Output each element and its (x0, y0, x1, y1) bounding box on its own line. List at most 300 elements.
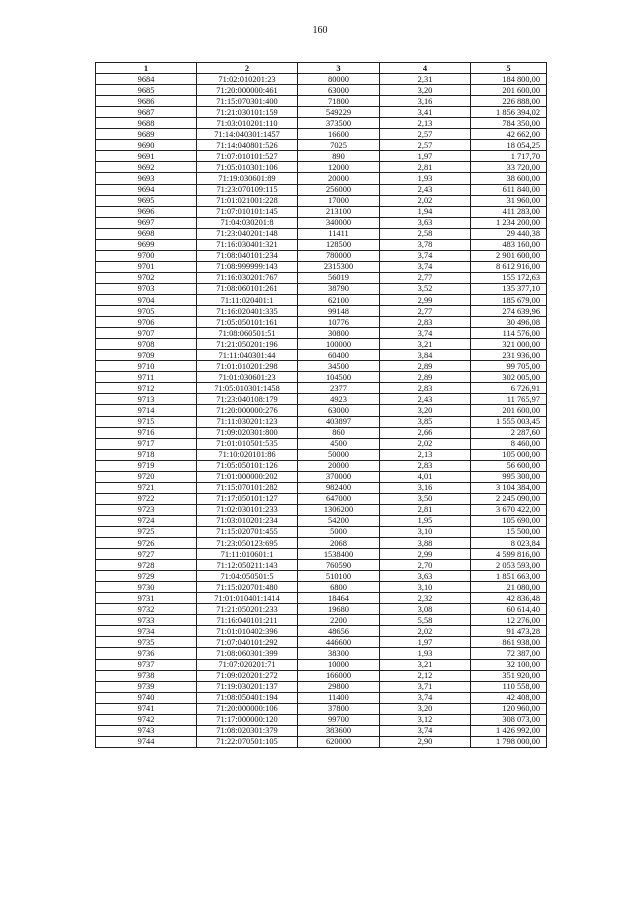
cadastral-number-cell: 71:15:070301:400 (197, 96, 298, 107)
table-row (96, 615, 547, 626)
area-cell: 62100 (298, 294, 380, 305)
table-row (96, 228, 547, 239)
area-cell: 48656 (298, 626, 380, 637)
area-cell: 99700 (298, 714, 380, 725)
table-row (96, 681, 547, 692)
rate-cell: 3,16 (380, 482, 471, 493)
cadastral-number-cell: 71:08:060501:51 (197, 328, 298, 339)
area-cell: 50000 (298, 449, 380, 460)
column-header-1: 1 (96, 63, 197, 74)
area-cell: 29800 (298, 681, 380, 692)
amount-cell: 56 600,00 (471, 460, 547, 471)
area-cell: 982400 (298, 482, 380, 493)
amount-cell: 29 440,38 (471, 228, 547, 239)
rate-cell: 1,97 (380, 151, 471, 162)
cadastral-number-cell: 71:16:030401:321 (197, 239, 298, 250)
cadastral-number-cell: 71:07:040101:292 (197, 637, 298, 648)
row-number-cell: 9689 (96, 129, 197, 140)
table-row (96, 184, 547, 195)
area-cell: 383600 (298, 725, 380, 736)
area-cell: 30800 (298, 328, 380, 339)
area-cell: 5000 (298, 526, 380, 537)
row-number-cell: 9718 (96, 449, 197, 460)
amount-cell: 1 717,70 (471, 151, 547, 162)
rate-cell: 3,21 (380, 339, 471, 350)
rate-cell: 2,13 (380, 449, 471, 460)
amount-cell: 995 300,00 (471, 471, 547, 482)
table-row (96, 294, 547, 305)
row-number-cell: 9693 (96, 173, 197, 184)
area-cell: 2315300 (298, 261, 380, 272)
rate-cell: 2,83 (380, 460, 471, 471)
area-cell: 80000 (298, 74, 380, 85)
area-cell: 100000 (298, 339, 380, 350)
row-number-cell: 9714 (96, 405, 197, 416)
cadastral-number-cell: 71:15:020701:455 (197, 526, 298, 537)
table-row (96, 394, 547, 405)
amount-cell: 3 670 422,00 (471, 504, 547, 515)
rate-cell: 1,97 (380, 637, 471, 648)
row-number-cell: 9727 (96, 549, 197, 560)
column-header-5: 5 (471, 63, 547, 74)
rate-cell: 3,08 (380, 604, 471, 615)
cadastral-number-cell: 71:04:050501:5 (197, 571, 298, 582)
table-row (96, 571, 547, 582)
table-row (96, 107, 547, 118)
area-cell: 11411 (298, 228, 380, 239)
row-number-cell: 9732 (96, 604, 197, 615)
cadastral-number-cell: 71:05:050101:161 (197, 317, 298, 328)
cadastral-number-cell: 71:08:060301:399 (197, 648, 298, 659)
area-cell: 37800 (298, 703, 380, 714)
table-row (96, 361, 547, 372)
cadastral-number-cell: 71:19:030601:89 (197, 173, 298, 184)
area-cell: 34500 (298, 361, 380, 372)
rate-cell: 2,43 (380, 184, 471, 195)
amount-cell: 231 936,00 (471, 350, 547, 361)
table-row (96, 283, 547, 294)
table-row (96, 659, 547, 670)
amount-cell: 201 600,00 (471, 85, 547, 96)
cadastral-number-cell: 71:14:040301:1457 (197, 129, 298, 140)
row-number-cell: 9685 (96, 85, 197, 96)
amount-cell: 42 836,48 (471, 593, 547, 604)
row-number-cell: 9722 (96, 493, 197, 504)
cadastral-number-cell: 71:03:010201:110 (197, 118, 298, 129)
row-number-cell: 9729 (96, 571, 197, 582)
area-cell: 860 (298, 427, 380, 438)
table-row (96, 328, 547, 339)
rate-cell: 4,01 (380, 471, 471, 482)
row-number-cell: 9712 (96, 383, 197, 394)
rate-cell: 3,74 (380, 328, 471, 339)
cadastral-number-cell: 71:23:040201:148 (197, 228, 298, 239)
cadastral-number-cell: 71:01:010401:1414 (197, 593, 298, 604)
table-row (96, 118, 547, 129)
rate-cell: 3,20 (380, 405, 471, 416)
header-row (96, 63, 547, 74)
table-row (96, 637, 547, 648)
table-row (96, 74, 547, 85)
row-number-cell: 9715 (96, 416, 197, 427)
row-number-cell: 9723 (96, 504, 197, 515)
rate-cell: 1,94 (380, 206, 471, 217)
rate-cell: 2,02 (380, 195, 471, 206)
row-number-cell: 9734 (96, 626, 197, 637)
table-row (96, 261, 547, 272)
rate-cell: 2,81 (380, 504, 471, 515)
rate-cell: 3,74 (380, 692, 471, 703)
area-cell: 16600 (298, 129, 380, 140)
cadastral-number-cell: 71:05:010301:106 (197, 162, 298, 173)
rate-cell: 2,43 (380, 394, 471, 405)
cadastral-number-cell: 71:23:040108:179 (197, 394, 298, 405)
cadastral-number-cell: 71:12:050211:143 (197, 560, 298, 571)
area-cell: 1306200 (298, 504, 380, 515)
row-number-cell: 9744 (96, 736, 197, 747)
amount-cell: 135 377,10 (471, 283, 547, 294)
table-row (96, 151, 547, 162)
rate-cell: 3,21 (380, 659, 471, 670)
amount-cell: 60 614,40 (471, 604, 547, 615)
area-cell: 780000 (298, 250, 380, 261)
area-cell: 20000 (298, 460, 380, 471)
amount-cell: 110 558,00 (471, 681, 547, 692)
amount-cell: 15 500,00 (471, 526, 547, 537)
row-number-cell: 9702 (96, 272, 197, 283)
rate-cell: 2,90 (380, 736, 471, 747)
area-cell: 373500 (298, 118, 380, 129)
area-cell: 340000 (298, 217, 380, 228)
rate-cell: 2,12 (380, 670, 471, 681)
amount-cell: 1 426 992,00 (471, 725, 547, 736)
row-number-cell: 9687 (96, 107, 197, 118)
amount-cell: 184 800,00 (471, 74, 547, 85)
table-row (96, 526, 547, 537)
amount-cell: 611 840,00 (471, 184, 547, 195)
amount-cell: 274 639,96 (471, 306, 547, 317)
row-number-cell: 9717 (96, 438, 197, 449)
amount-cell: 308 073,00 (471, 714, 547, 725)
area-cell: 2377 (298, 383, 380, 394)
cadastral-number-cell: 71:11:020401:1 (197, 294, 298, 305)
row-number-cell: 9692 (96, 162, 197, 173)
cadastral-number-cell: 71:22:070501:105 (197, 736, 298, 747)
rate-cell: 3,78 (380, 239, 471, 250)
amount-cell: 30 496,08 (471, 317, 547, 328)
row-number-cell: 9694 (96, 184, 197, 195)
amount-cell: 1 798 000,00 (471, 736, 547, 747)
rate-cell: 3,74 (380, 261, 471, 272)
rate-cell: 2,70 (380, 560, 471, 571)
table-row (96, 626, 547, 637)
table-row (96, 250, 547, 261)
cadastral-number-cell: 71:05:050101:126 (197, 460, 298, 471)
area-cell: 256000 (298, 184, 380, 195)
cadastral-number-cell: 71:03:010201:234 (197, 515, 298, 526)
rate-cell: 3,88 (380, 538, 471, 549)
rate-cell: 3,63 (380, 217, 471, 228)
table-row (96, 317, 547, 328)
table-row (96, 217, 547, 228)
row-number-cell: 9721 (96, 482, 197, 493)
cadastral-number-cell: 71:01:010201:298 (197, 361, 298, 372)
row-number-cell: 9730 (96, 582, 197, 593)
rate-cell: 3,20 (380, 703, 471, 714)
cadastral-number-cell: 71:07:010101:527 (197, 151, 298, 162)
area-cell: 2200 (298, 615, 380, 626)
area-cell: 38790 (298, 283, 380, 294)
amount-cell: 3 104 384,00 (471, 482, 547, 493)
rate-cell: 2,81 (380, 162, 471, 173)
row-number-cell: 9713 (96, 394, 197, 405)
rate-cell: 3,10 (380, 526, 471, 537)
rate-cell: 3,12 (380, 714, 471, 725)
row-number-cell: 9706 (96, 317, 197, 328)
amount-cell: 861 938,00 (471, 637, 547, 648)
row-number-cell: 9703 (96, 283, 197, 294)
column-header-2: 2 (197, 63, 298, 74)
table-row (96, 372, 547, 383)
area-cell: 10776 (298, 317, 380, 328)
cadastral-number-cell: 71:16:030201:767 (197, 272, 298, 283)
table-row (96, 460, 547, 471)
cadastral-number-cell: 71:21:030101:159 (197, 107, 298, 118)
cadastral-number-cell: 71:14:040801:526 (197, 140, 298, 151)
cadastral-number-cell: 71:01:000000:202 (197, 471, 298, 482)
row-number-cell: 9688 (96, 118, 197, 129)
amount-cell: 226 888,00 (471, 96, 547, 107)
area-cell: 4500 (298, 438, 380, 449)
row-number-cell: 9719 (96, 460, 197, 471)
amount-cell: 411 283,00 (471, 206, 547, 217)
area-cell: 1538400 (298, 549, 380, 560)
area-cell: 446600 (298, 637, 380, 648)
row-number-cell: 9742 (96, 714, 197, 725)
table-row (96, 670, 547, 681)
amount-cell: 105 000,00 (471, 449, 547, 460)
cadastral-number-cell: 71:01:010501:535 (197, 438, 298, 449)
table-row (96, 560, 547, 571)
rate-cell: 2,89 (380, 372, 471, 383)
amount-cell: 31 960,00 (471, 195, 547, 206)
row-number-cell: 9743 (96, 725, 197, 736)
table-body (96, 74, 547, 748)
row-number-cell: 9690 (96, 140, 197, 151)
amount-cell: 4 599 816,00 (471, 549, 547, 560)
rate-cell: 2,02 (380, 626, 471, 637)
rate-cell: 2,13 (380, 118, 471, 129)
table-row (96, 427, 547, 438)
amount-cell: 91 473,28 (471, 626, 547, 637)
rate-cell: 3,16 (380, 96, 471, 107)
data-table (95, 62, 547, 748)
amount-cell: 351 920,00 (471, 670, 547, 681)
row-number-cell: 9708 (96, 339, 197, 350)
rate-cell: 2,66 (380, 427, 471, 438)
cadastral-number-cell: 71:02:010201:23 (197, 74, 298, 85)
amount-cell: 155 172,63 (471, 272, 547, 283)
cadastral-number-cell: 71:07:010101:145 (197, 206, 298, 217)
table-row (96, 593, 547, 604)
table-row (96, 515, 547, 526)
area-cell: 403897 (298, 416, 380, 427)
amount-cell: 120 960,00 (471, 703, 547, 714)
table-row (96, 272, 547, 283)
rate-cell: 2,83 (380, 317, 471, 328)
cadastral-number-cell: 71:05:010301:1458 (197, 383, 298, 394)
table-row (96, 725, 547, 736)
cadastral-number-cell: 71:08:060101:261 (197, 283, 298, 294)
cadastral-number-cell: 71:09:020301:800 (197, 427, 298, 438)
table-row (96, 162, 547, 173)
row-number-cell: 9725 (96, 526, 197, 537)
cadastral-number-cell: 71:16:020401:335 (197, 306, 298, 317)
rate-cell: 1,95 (380, 515, 471, 526)
area-cell: 510100 (298, 571, 380, 582)
area-cell: 56019 (298, 272, 380, 283)
row-number-cell: 9720 (96, 471, 197, 482)
area-cell: 4923 (298, 394, 380, 405)
row-number-cell: 9691 (96, 151, 197, 162)
table-row (96, 504, 547, 515)
amount-cell: 12 276,00 (471, 615, 547, 626)
amount-cell: 38 600,00 (471, 173, 547, 184)
row-number-cell: 9686 (96, 96, 197, 107)
amount-cell: 483 160,00 (471, 239, 547, 250)
amount-cell: 2 901 600,00 (471, 250, 547, 261)
area-cell: 620000 (298, 736, 380, 747)
row-number-cell: 9728 (96, 560, 197, 571)
cadastral-number-cell: 71:15:020701:480 (197, 582, 298, 593)
row-number-cell: 9695 (96, 195, 197, 206)
cadastral-number-cell: 71:16:040101:211 (197, 615, 298, 626)
cadastral-number-cell: 71:20:000000:106 (197, 703, 298, 714)
area-cell: 54200 (298, 515, 380, 526)
cadastral-number-cell: 71:17:000000:120 (197, 714, 298, 725)
column-header-4: 4 (380, 63, 471, 74)
row-number-cell: 9726 (96, 538, 197, 549)
cadastral-number-cell: 71:15:070101:282 (197, 482, 298, 493)
cadastral-number-cell: 71:23:050123:695 (197, 538, 298, 549)
rate-cell: 3,74 (380, 725, 471, 736)
cadastral-number-cell: 71:11:030201:123 (197, 416, 298, 427)
table-row (96, 173, 547, 184)
area-cell: 17000 (298, 195, 380, 206)
rate-cell: 3,41 (380, 107, 471, 118)
area-cell: 370000 (298, 471, 380, 482)
rate-cell: 2,83 (380, 383, 471, 394)
rate-cell: 2,32 (380, 593, 471, 604)
table-row (96, 195, 547, 206)
table-row (96, 383, 547, 394)
amount-cell: 21 080,00 (471, 582, 547, 593)
row-number-cell: 9741 (96, 703, 197, 714)
cadastral-number-cell: 71:08:999999:143 (197, 261, 298, 272)
cadastral-number-cell: 71:20:000000:461 (197, 85, 298, 96)
amount-cell: 201 600,00 (471, 405, 547, 416)
row-number-cell: 9684 (96, 74, 197, 85)
amount-cell: 18 054,25 (471, 140, 547, 151)
table-row (96, 416, 547, 427)
table-row (96, 692, 547, 703)
amount-cell: 11 765,97 (471, 394, 547, 405)
row-number-cell: 9701 (96, 261, 197, 272)
cadastral-number-cell: 71:19:030201:137 (197, 681, 298, 692)
area-cell: 6800 (298, 582, 380, 593)
table-row (96, 129, 547, 140)
amount-cell: 8 612 916,00 (471, 261, 547, 272)
rate-cell: 3,84 (380, 350, 471, 361)
area-cell: 7025 (298, 140, 380, 151)
table-row (96, 339, 547, 350)
rate-cell: 3,50 (380, 493, 471, 504)
area-cell: 63000 (298, 85, 380, 96)
table-row (96, 482, 547, 493)
cadastral-number-cell: 71:21:050201:233 (197, 604, 298, 615)
row-number-cell: 9699 (96, 239, 197, 250)
area-cell: 2068 (298, 538, 380, 549)
row-number-cell: 9731 (96, 593, 197, 604)
amount-cell: 72 387,00 (471, 648, 547, 659)
row-number-cell: 9709 (96, 350, 197, 361)
amount-cell: 321 000,00 (471, 339, 547, 350)
table-row (96, 96, 547, 107)
area-cell: 71800 (298, 96, 380, 107)
table-row (96, 206, 547, 217)
amount-cell: 32 100,00 (471, 659, 547, 670)
area-cell: 38300 (298, 648, 380, 659)
rate-cell: 2,89 (380, 361, 471, 372)
table-row (96, 549, 547, 560)
row-number-cell: 9724 (96, 515, 197, 526)
row-number-cell: 9739 (96, 681, 197, 692)
rate-cell: 1,93 (380, 173, 471, 184)
area-cell: 213100 (298, 206, 380, 217)
table-row (96, 350, 547, 361)
table-row (96, 493, 547, 504)
amount-cell: 6 726,91 (471, 383, 547, 394)
row-number-cell: 9700 (96, 250, 197, 261)
row-number-cell: 9711 (96, 372, 197, 383)
rate-cell: 2,77 (380, 306, 471, 317)
area-cell: 10000 (298, 659, 380, 670)
amount-cell: 105 690,00 (471, 515, 547, 526)
table-row (96, 714, 547, 725)
row-number-cell: 9738 (96, 670, 197, 681)
amount-cell: 33 720,00 (471, 162, 547, 173)
area-cell: 63000 (298, 405, 380, 416)
rate-cell: 2,02 (380, 438, 471, 449)
table-row (96, 140, 547, 151)
rate-cell: 3,52 (380, 283, 471, 294)
cadastral-number-cell: 71:10:020101:86 (197, 449, 298, 460)
table-row (96, 239, 547, 250)
table-row (96, 648, 547, 659)
cadastral-number-cell: 71:08:040101:234 (197, 250, 298, 261)
rate-cell: 3,63 (380, 571, 471, 582)
cadastral-number-cell: 71:11:010601:1 (197, 549, 298, 560)
amount-cell: 185 679,00 (471, 294, 547, 305)
amount-cell: 8 023,84 (471, 538, 547, 549)
area-cell: 11400 (298, 692, 380, 703)
rate-cell: 3,10 (380, 582, 471, 593)
rate-cell: 3,85 (380, 416, 471, 427)
cadastral-number-cell: 71:23:070109:115 (197, 184, 298, 195)
rate-cell: 3,74 (380, 250, 471, 261)
area-cell: 166000 (298, 670, 380, 681)
amount-cell: 114 576,00 (471, 328, 547, 339)
